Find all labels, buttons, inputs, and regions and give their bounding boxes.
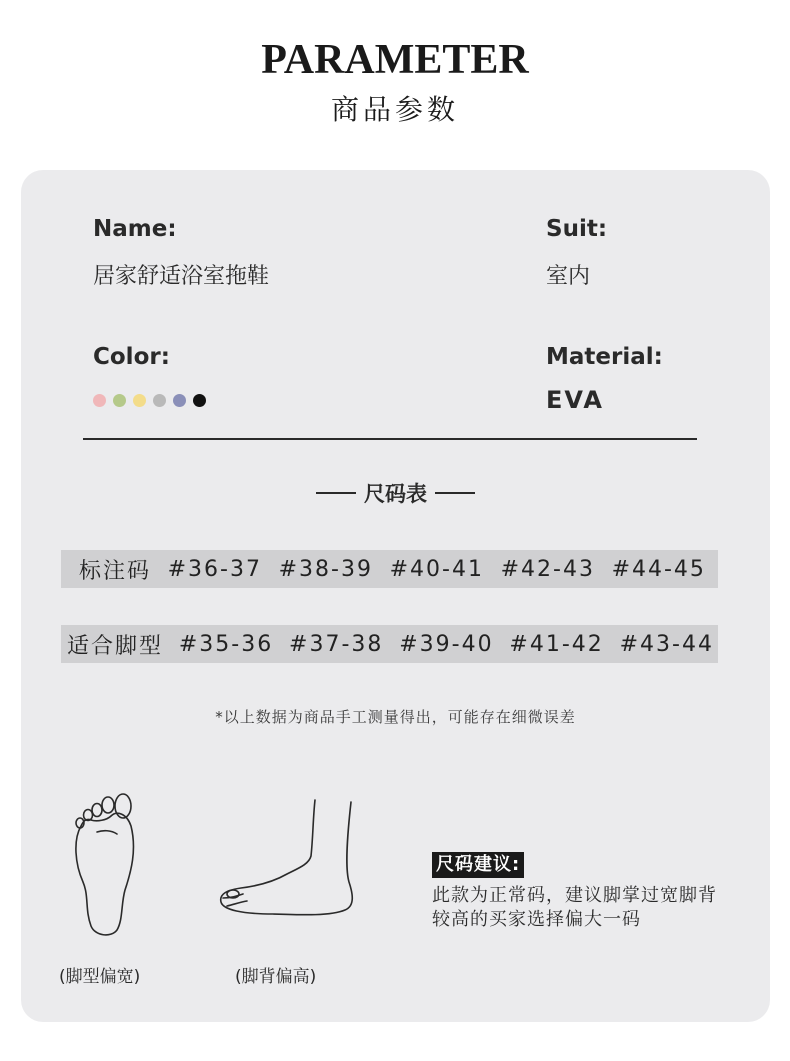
parameter-card: [21, 170, 770, 1022]
high-instep-foot-icon: [213, 798, 363, 918]
color-swatch-pink: [93, 394, 106, 407]
size-advice-line: 较高的买家选择偏大一码: [432, 909, 641, 930]
suit-value: 室内: [546, 264, 591, 289]
color-swatch-yellow: [133, 394, 146, 407]
size-cell: #40-41: [389, 556, 484, 582]
size-row-labeled: [61, 550, 718, 588]
size-advice-line: 此款为正常码，建议脚掌过宽脚背: [432, 885, 717, 906]
name-label: Name:: [93, 216, 177, 242]
size-cell: #39-40: [399, 631, 494, 657]
size-cell: #35-36: [178, 631, 274, 657]
size-row-fit: [61, 625, 718, 663]
size-row-label: 标注码: [79, 558, 152, 584]
size-cell: #41-42: [509, 631, 604, 657]
title-dash-left: [316, 492, 356, 494]
color-label: Color:: [93, 344, 170, 370]
size-cell: #44-45: [611, 556, 706, 582]
material-value: EVA: [546, 386, 604, 414]
page-title-cn: 商品参数: [330, 93, 459, 126]
color-swatch-black: [193, 394, 206, 407]
measurement-note: *以上数据为商品手工测量得出，可能存在细微误差: [215, 708, 576, 726]
section-divider: [83, 438, 697, 440]
size-chart-title-text: 尺码表: [364, 482, 427, 506]
color-swatches: [93, 394, 206, 408]
size-cell: #43-44: [619, 631, 714, 657]
wide-foot-icon: [67, 790, 147, 940]
wide-foot-caption: (脚型偏宽): [59, 967, 141, 987]
size-cell: #37-38: [289, 631, 384, 657]
size-cell: #42-43: [500, 556, 595, 582]
page-title-en: PARAMETER: [261, 37, 529, 83]
name-value: 居家舒适浴室拖鞋: [93, 264, 270, 289]
size-chart-title: [21, 478, 770, 508]
suit-label: Suit:: [546, 216, 608, 242]
size-advice-title: 尺码建议:: [432, 852, 524, 878]
high-instep-caption: (脚背偏高): [235, 967, 317, 987]
size-advice-text: [432, 884, 752, 932]
size-cell: #36-37: [167, 556, 262, 582]
color-swatch-gray: [153, 394, 166, 407]
size-row-label: 适合脚型: [67, 633, 164, 659]
title-dash-right: [435, 492, 475, 494]
material-label: Material:: [546, 344, 663, 370]
color-swatch-green: [113, 394, 126, 407]
color-swatch-purple: [173, 394, 186, 407]
size-cell: #38-39: [278, 556, 373, 582]
